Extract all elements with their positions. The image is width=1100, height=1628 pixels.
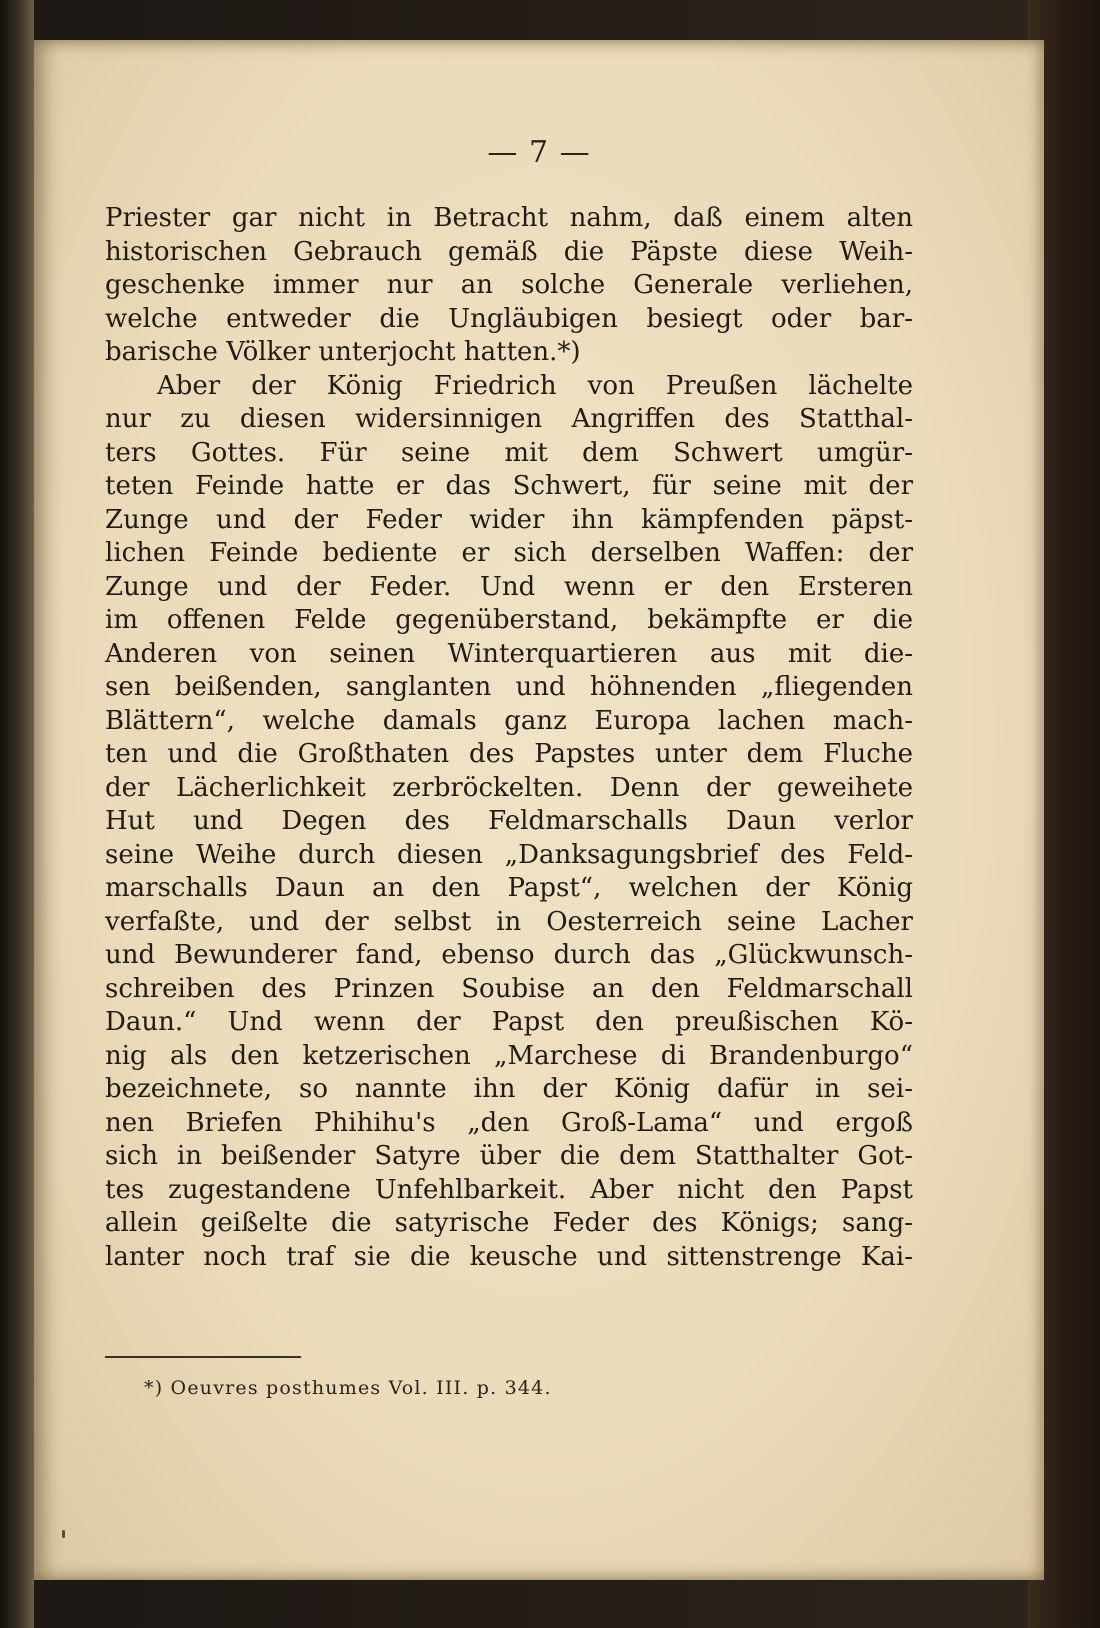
text-line: lanter noch traf sie die keusche und sittenstrenge Kai- — [105, 1241, 913, 1272]
paper-speck — [62, 1530, 65, 1538]
text-line: Blättern“, welche damals ganz Europa lachen mach- — [105, 705, 913, 736]
text-line: Aber der König Friedrich von Preußen lächelte — [157, 370, 913, 401]
text-line: historischen Gebrauch gemäß die Päpste diese Weih- — [105, 236, 913, 267]
text-line: tes zugestandene Unfehlbarkeit. Aber nicht den Papst — [105, 1174, 913, 1205]
text-line: marschalls Daun an den Papst“, welchen der König — [105, 873, 913, 903]
text-line: Hut und Degen des Feldmarschalls Daun verlor — [105, 806, 913, 836]
text-line: Priester gar nicht in Betracht nahm, daß einem alten — [105, 203, 913, 233]
text-line: verfaßte, und der selbst in Oesterreich seine Lacher — [105, 906, 913, 937]
text-line: sen beißenden, sanglanten und höhnenden „fliegenden — [105, 672, 913, 702]
book-page — [34, 40, 1044, 1580]
text-line: sich in beißender Satyre über die dem Statthalter Got- — [105, 1141, 913, 1171]
text-line: geschenke immer nur an solche Generale verliehen, — [105, 270, 913, 300]
text-line: lichen Feinde bediente er sich derselben Waffen: der — [105, 538, 913, 568]
text-line: bezeichnete, so nannte ihn der König dafür in sei- — [105, 1074, 913, 1104]
text-line: im offenen Felde gegenüberstand, bekämpfte er die — [105, 605, 913, 635]
text-line: teten Feinde hatte er das Schwert, für seine mit der — [105, 471, 913, 501]
text-line: schreiben des Prinzen Soubise an den Feldmarschall — [105, 973, 913, 1004]
text-line: Zunge und der Feder wider ihn kämpfenden päpst- — [105, 504, 913, 535]
text-line: nig als den ketzerischen „Marchese di Brandenburgo“ — [105, 1040, 913, 1071]
text-line: allein geißelte die satyrische Feder des Königs; sang- — [105, 1208, 913, 1238]
book-spine-edge — [0, 0, 34, 1628]
text-line: ters Gottes. Für seine mit dem Schwert umgür- — [105, 437, 913, 468]
footnote-divider — [105, 1356, 301, 1358]
text-line: der Lächerlichkeit zerbröckelten. Denn der geweihete — [105, 772, 913, 803]
text-line: Anderen von seinen Winterquartieren aus mit die- — [105, 638, 913, 669]
text-line: Zunge und der Feder. Und wenn er den Ersteren — [105, 571, 913, 602]
text-line: Daun.“ Und wenn der Papst den preußischen Kö- — [105, 1007, 913, 1037]
page-number: — 7 — — [487, 135, 591, 170]
text-line: nur zu diesen widersinnigen Angriffen des Statthal- — [105, 404, 913, 434]
text-line: ten und die Großthaten des Papstes unter dem Fluche — [105, 739, 913, 769]
text-line: seine Weihe durch diesen „Danksagungsbrief des Feld- — [105, 839, 913, 870]
body-text — [105, 202, 913, 1274]
text-line: und Bewunderer fand, ebenso durch das „Glückwunsch- — [105, 940, 913, 970]
text-line: barische Völker unterjocht hatten.*) — [105, 337, 581, 367]
text-line: welche entweder die Ungläubigen besiegt oder bar- — [105, 303, 913, 334]
footnote: *) Oeuvres posthumes Vol. III. p. 344. — [144, 1377, 552, 1399]
text-line: nen Briefen Phihihu's „den Groß-Lama“ und ergoß — [105, 1107, 913, 1138]
